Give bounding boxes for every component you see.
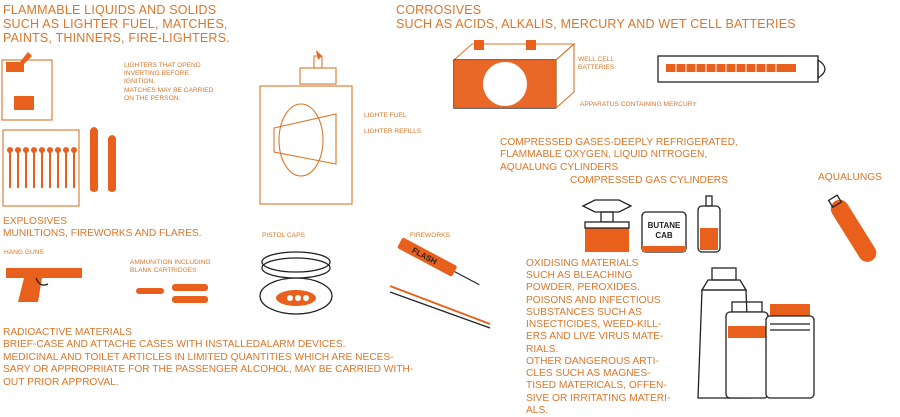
oxidising-text <box>526 258 670 417</box>
fireworks-label: FIREWORKS <box>410 232 450 239</box>
corrosives-title-line: SUCH AS ACIDS, ALKALIS, MERCURY AND WET CELL BATTERIES <box>396 17 796 31</box>
lighter-refills-label: LIGHTER REFILLS <box>364 128 422 135</box>
gases-title-line: COMPRESSED GASES-DEEPLY REFRIGERATED, <box>500 137 738 148</box>
oxidising-line: CLES SUCH AS MAGNES- <box>526 368 651 380</box>
ammunition-label <box>130 259 211 275</box>
flammable-title-line: PAINTS, THINNERS, FIRE-LIGHTERS. <box>3 31 230 45</box>
oxidising-line: ALS. <box>526 404 549 416</box>
butane-can-illustration <box>640 210 688 254</box>
oxidising-line: ERS AND LIVE VIRUS MATE- <box>526 331 664 343</box>
pistol-illustration <box>4 262 86 304</box>
radioactive-line: MEDICINAL AND TOILET ARTICLES IN LIMITED QUANTITIES WHICH ARE NECES- <box>3 351 394 363</box>
radioactive-line: RADIOACTIVE MATERIALS <box>3 327 132 338</box>
oxidising-line: POISONS AND INFECTIOUS <box>526 294 661 306</box>
aqualungs-label: AQUALUNGS <box>818 172 882 183</box>
lighters-note-line: MATCHES MAY BE CARRIED <box>124 86 214 94</box>
radioactive-line: SARY OR APPROPRIIATE FOR THE PASSENGER ALCOHOL, MAY BE CARRIED WITH- <box>3 364 414 376</box>
oxidising-line: SUCH AS BLEACHING <box>526 270 633 282</box>
oxidising-line: TISED MATERICALS, OFFEN- <box>526 380 667 392</box>
oxidising-line: OTHER DANGEROUS ARTI- <box>526 355 659 367</box>
flammable-title-line: FLAMMABLE LIQUIDS AND SOLIDS <box>3 3 217 17</box>
oxidising-line: SUBSTANCES SUCH AS <box>526 306 642 318</box>
battery-label <box>578 56 614 72</box>
gases-title-line: AQUALUNG CYLINDERS <box>500 161 619 173</box>
battery-label-line: WELL CELL <box>578 56 615 63</box>
butane-label-cab: CAB <box>655 231 673 240</box>
ammunition-label-line: AMMUNITION INCLUDING <box>130 259 211 266</box>
gas-stove-illustration <box>579 196 635 254</box>
radioactive-line: BRIEF-CASE AND ATTACHE CASES WITH INSTALLEDALARM DEVICES. <box>3 339 346 351</box>
flash-label: FLASH <box>410 245 439 267</box>
cartridges-illustration <box>132 282 214 306</box>
battery-label-line: BATTERIES <box>578 64 615 72</box>
wet-cell-battery-illustration <box>444 38 574 110</box>
mercury-apparatus-illustration <box>656 52 836 86</box>
explosives-title-line: EXPLOSIVES <box>3 216 67 227</box>
pistol-caps-label: PISTOL CAPS <box>262 232 305 239</box>
hang-guns-label: HANG GUNS <box>4 249 44 256</box>
lighters-note-line: INVERTING BEFORE <box>124 70 189 78</box>
matchbox-illustration <box>0 128 84 208</box>
lighter-refill-illustration <box>256 48 356 208</box>
butane-label: BUTANE <box>647 221 681 230</box>
oxidising-line: OXIDISING MATERIALS <box>526 258 639 269</box>
oxidising-line: POWDER, PEROXIDES. <box>526 282 640 294</box>
oxidising-line: SIVE OR IRRITATING MATERI- <box>526 392 671 404</box>
corrosives-title-line: CORROSIVES <box>396 3 482 17</box>
oxidising-line: INSECTICIDES, WEED-KILL- <box>526 319 662 331</box>
gas-cartridge-illustration <box>694 194 724 254</box>
corrosives-title <box>396 3 796 31</box>
pistol-caps-illustration <box>254 246 338 318</box>
lighter-fuel-label: LIGHTE FUEL <box>364 112 407 119</box>
lighters-note <box>124 62 213 103</box>
explosives-title <box>3 216 202 241</box>
mercury-label: APPARATUS CONTAINING MERCURY <box>580 101 697 108</box>
flammable-title <box>3 3 230 45</box>
radioactive-line: OUT PRIOR APPROVAL. <box>3 376 119 388</box>
lighters-note-line: IGNITION. <box>124 78 156 86</box>
bottles-illustration <box>694 266 816 402</box>
flammable-title-line: SUCH AS LIGHTER FUEL, MATCHES, <box>3 17 228 31</box>
gases-title <box>500 137 738 174</box>
lighters-note-line: ON THE PERSON. <box>124 94 181 102</box>
lighters-note-line: LIGHTERS THAT OPEND <box>124 62 201 69</box>
aqualung-illustration <box>818 192 888 268</box>
cylinders-label: COMPRESSED GAS CYLINDERS <box>570 175 728 186</box>
oxidising-line: RIALS. <box>526 343 559 355</box>
explosives-title-line: MUNILTIONS, FIREWORKS AND FLARES. <box>3 228 202 240</box>
gases-title-line: FLAMMABLE OXYGEN, LIQUID NITROGEN, <box>500 149 708 161</box>
lighter-fluid-can-illustration <box>0 50 60 122</box>
ammunition-label-line: BLANK CARTRIDGES <box>130 267 197 275</box>
fireworks-illustration <box>386 244 496 328</box>
radioactive-text <box>3 327 413 389</box>
firelighter-sticks-illustration <box>86 124 126 194</box>
